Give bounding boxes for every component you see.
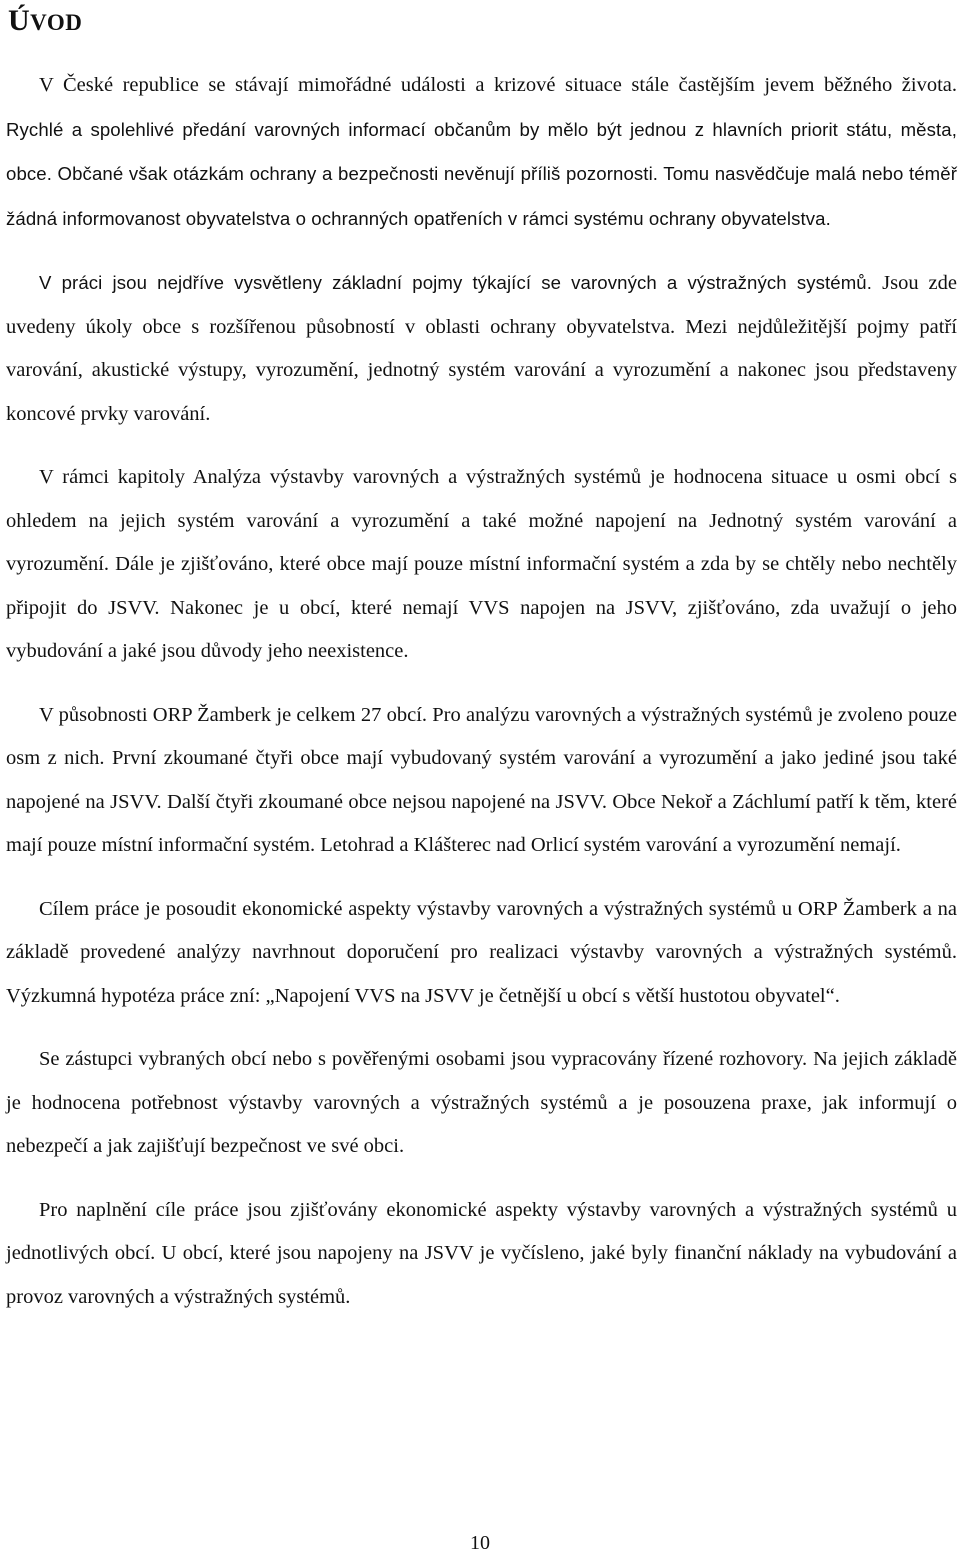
section-heading — [8, 4, 82, 38]
paragraph-5-run-1: Cílem práce je posoudit ekonomické aspekty výstavby varovných a výstražných systémů u ORP Žamberk a na základě provedené analýzy navrhnout doporučení pro realizaci výstavby varovných a výstražných systémů. Výzkumná hypotéza práce zní: „Napojení VVS na JSVV je četnější u obcí s větší hustotou obyvatel“. — [6, 897, 957, 1007]
paragraph-1-run-1: V České republice se stávají mimořádné události a krizové situace stále častějším jevem běžného života. — [39, 74, 957, 96]
paragraph-4-run-1: V působnosti ORP Žamberk je celkem 27 obcí. Pro analýzu varovných a výstražných systémů je zvoleno pouze osm z nich. První zkoumané čtyři obce mají vybudovaný systém varování a vyrozumění a jako jediné jsou také napojené na JSVV. Další čtyři zkoumané obce nejsou napojené na JSVV. Obce Nekoř a Záchlumí patří k těm, které mají pouze místní informační systém. Letohrad a Klášterec nad Orlicí systém varování a vyrozumění nemají. — [6, 703, 957, 856]
paragraph-5 — [6, 888, 957, 1019]
paragraph-1-run-2: Rychlé a spolehlivé předání varovných informací občanům by mělo být jednou z hlavních priorit státu, města, obce. Občané však otázkám ochrany a bezpečnosti nevěnují příliš pozornosti. Tomu nasvědčuje malá nebo téměř žádná informovanost obyvatelstva o ochranných opatřeních v rámci systému ochrany obyvatelstva. — [6, 118, 957, 229]
paragraph-6-run-1: Se zástupci vybraných obcí nebo s pověřenými osobami jsou vypracovány řízené rozhovory. Na jejich základě je hodnocena potřebnost výstavby varovných a výstražných systémů a je posouzena praxe, jak informují o nebezpečí a jak zajišťují bezpečnost ve své obci. — [6, 1048, 957, 1157]
heading-rest: VOD — [30, 10, 83, 35]
paragraph-2-run-1: V práci jsou nejdříve vysvětleny základní pojmy týkající se varovných a výstražných systémů. — [39, 272, 883, 293]
paragraph-3-run-1: V rámci kapitoly Analýza výstavby varovných a výstražných systémů je hodnocena situace u osmi obcí s ohledem na jejich systém varování a vyrozumění a také možné napojení na Jednotný systém varování a vyrozumění. Dále je zjišťováno, které obce mají pouze místní informační systém a zda by se chtěly nebo nechtěly připojit do JSVV. Nakonec je u obcí, které nemají VVS napojen na JSVV, zjišťováno, zda uvažují o jeho vybudování a jaké jsou důvody jeho neexistence. — [6, 466, 957, 662]
page-number: 10 — [470, 1532, 490, 1554]
paragraph-7 — [6, 1189, 957, 1320]
paragraph-2 — [6, 261, 957, 436]
paragraph-7-run-1: Pro naplnění cíle práce jsou zjišťovány ekonomické aspekty výstavby varovných a výstražných systémů u jednotlivých obcí. U obcí, které jsou napojeny na JSVV je vyčísleno, jaké byly finanční náklady na vybudování a provoz varovných a výstražných systémů. — [6, 1198, 957, 1308]
paragraph-2-run-2: Jsou zde uvedeny úkoly obce s rozšířenou působností v oblasti ochrany obyvatelstva. Mezi nejdůležitější pojmy patří varování, akustické výstupy, vyrozumění, jednotný systém varování a vyrozumění a nakonec jsou představeny koncové prvky varování. — [6, 272, 957, 425]
paragraph-4 — [6, 694, 957, 868]
body-text — [6, 64, 957, 1339]
paragraph-1 — [6, 64, 957, 241]
heading-first-letter: Ú — [8, 4, 31, 37]
paragraph-6 — [6, 1038, 957, 1169]
paragraph-3 — [6, 456, 957, 674]
